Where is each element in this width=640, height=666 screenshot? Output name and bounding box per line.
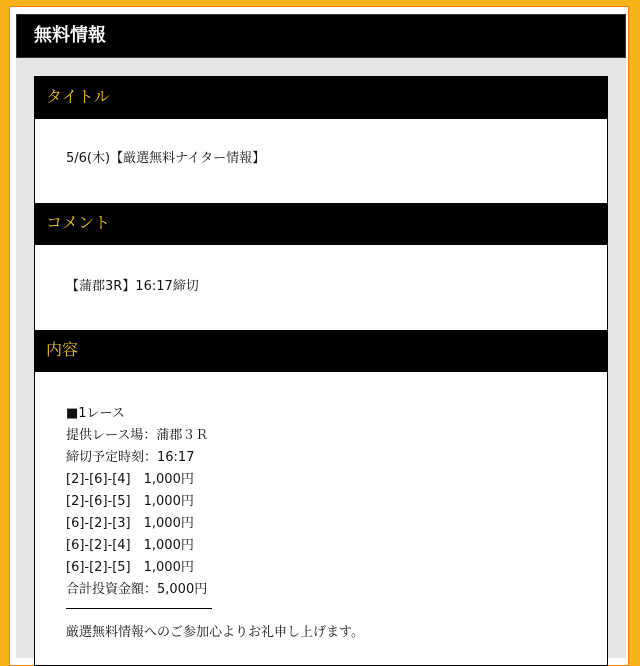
page-header [16, 14, 626, 58]
content-section-header [35, 330, 607, 372]
comment-section-header [35, 203, 607, 245]
comment-section-label: コメント [46, 213, 111, 232]
comment-value: 【蒲郡3R】16:17締切 [66, 279, 199, 294]
content-line: [6]-[2]-[4] 1,000円 [66, 538, 194, 553]
closing-message: 厳選無料情報へのご参加心よりお礼申し上げます。 [66, 625, 364, 640]
content-line: [2]-[6]-[4] 1,000円 [66, 472, 194, 487]
content-line: ■1レース [66, 406, 125, 421]
content-line: [6]-[2]-[5] 1,000円 [66, 560, 194, 575]
title-section-header [35, 77, 607, 119]
content-line: 合計投資金額：5,000円 [66, 582, 208, 597]
title-value: 5/6(木)【厳選無料ナイター情報】 [66, 151, 266, 166]
page-title: 無料情報 [34, 25, 106, 46]
content-divider [66, 608, 212, 609]
content-line: 締切予定時刻：16:17 [66, 450, 195, 465]
content-section-label: 内容 [46, 340, 79, 359]
content-line: [6]-[2]-[3] 1,000円 [66, 516, 194, 531]
content-line: [2]-[6]-[5] 1,000円 [66, 494, 194, 509]
content-line: 提供レース場：蒲郡３Ｒ [66, 428, 209, 443]
title-section-label: タイトル [46, 87, 110, 106]
